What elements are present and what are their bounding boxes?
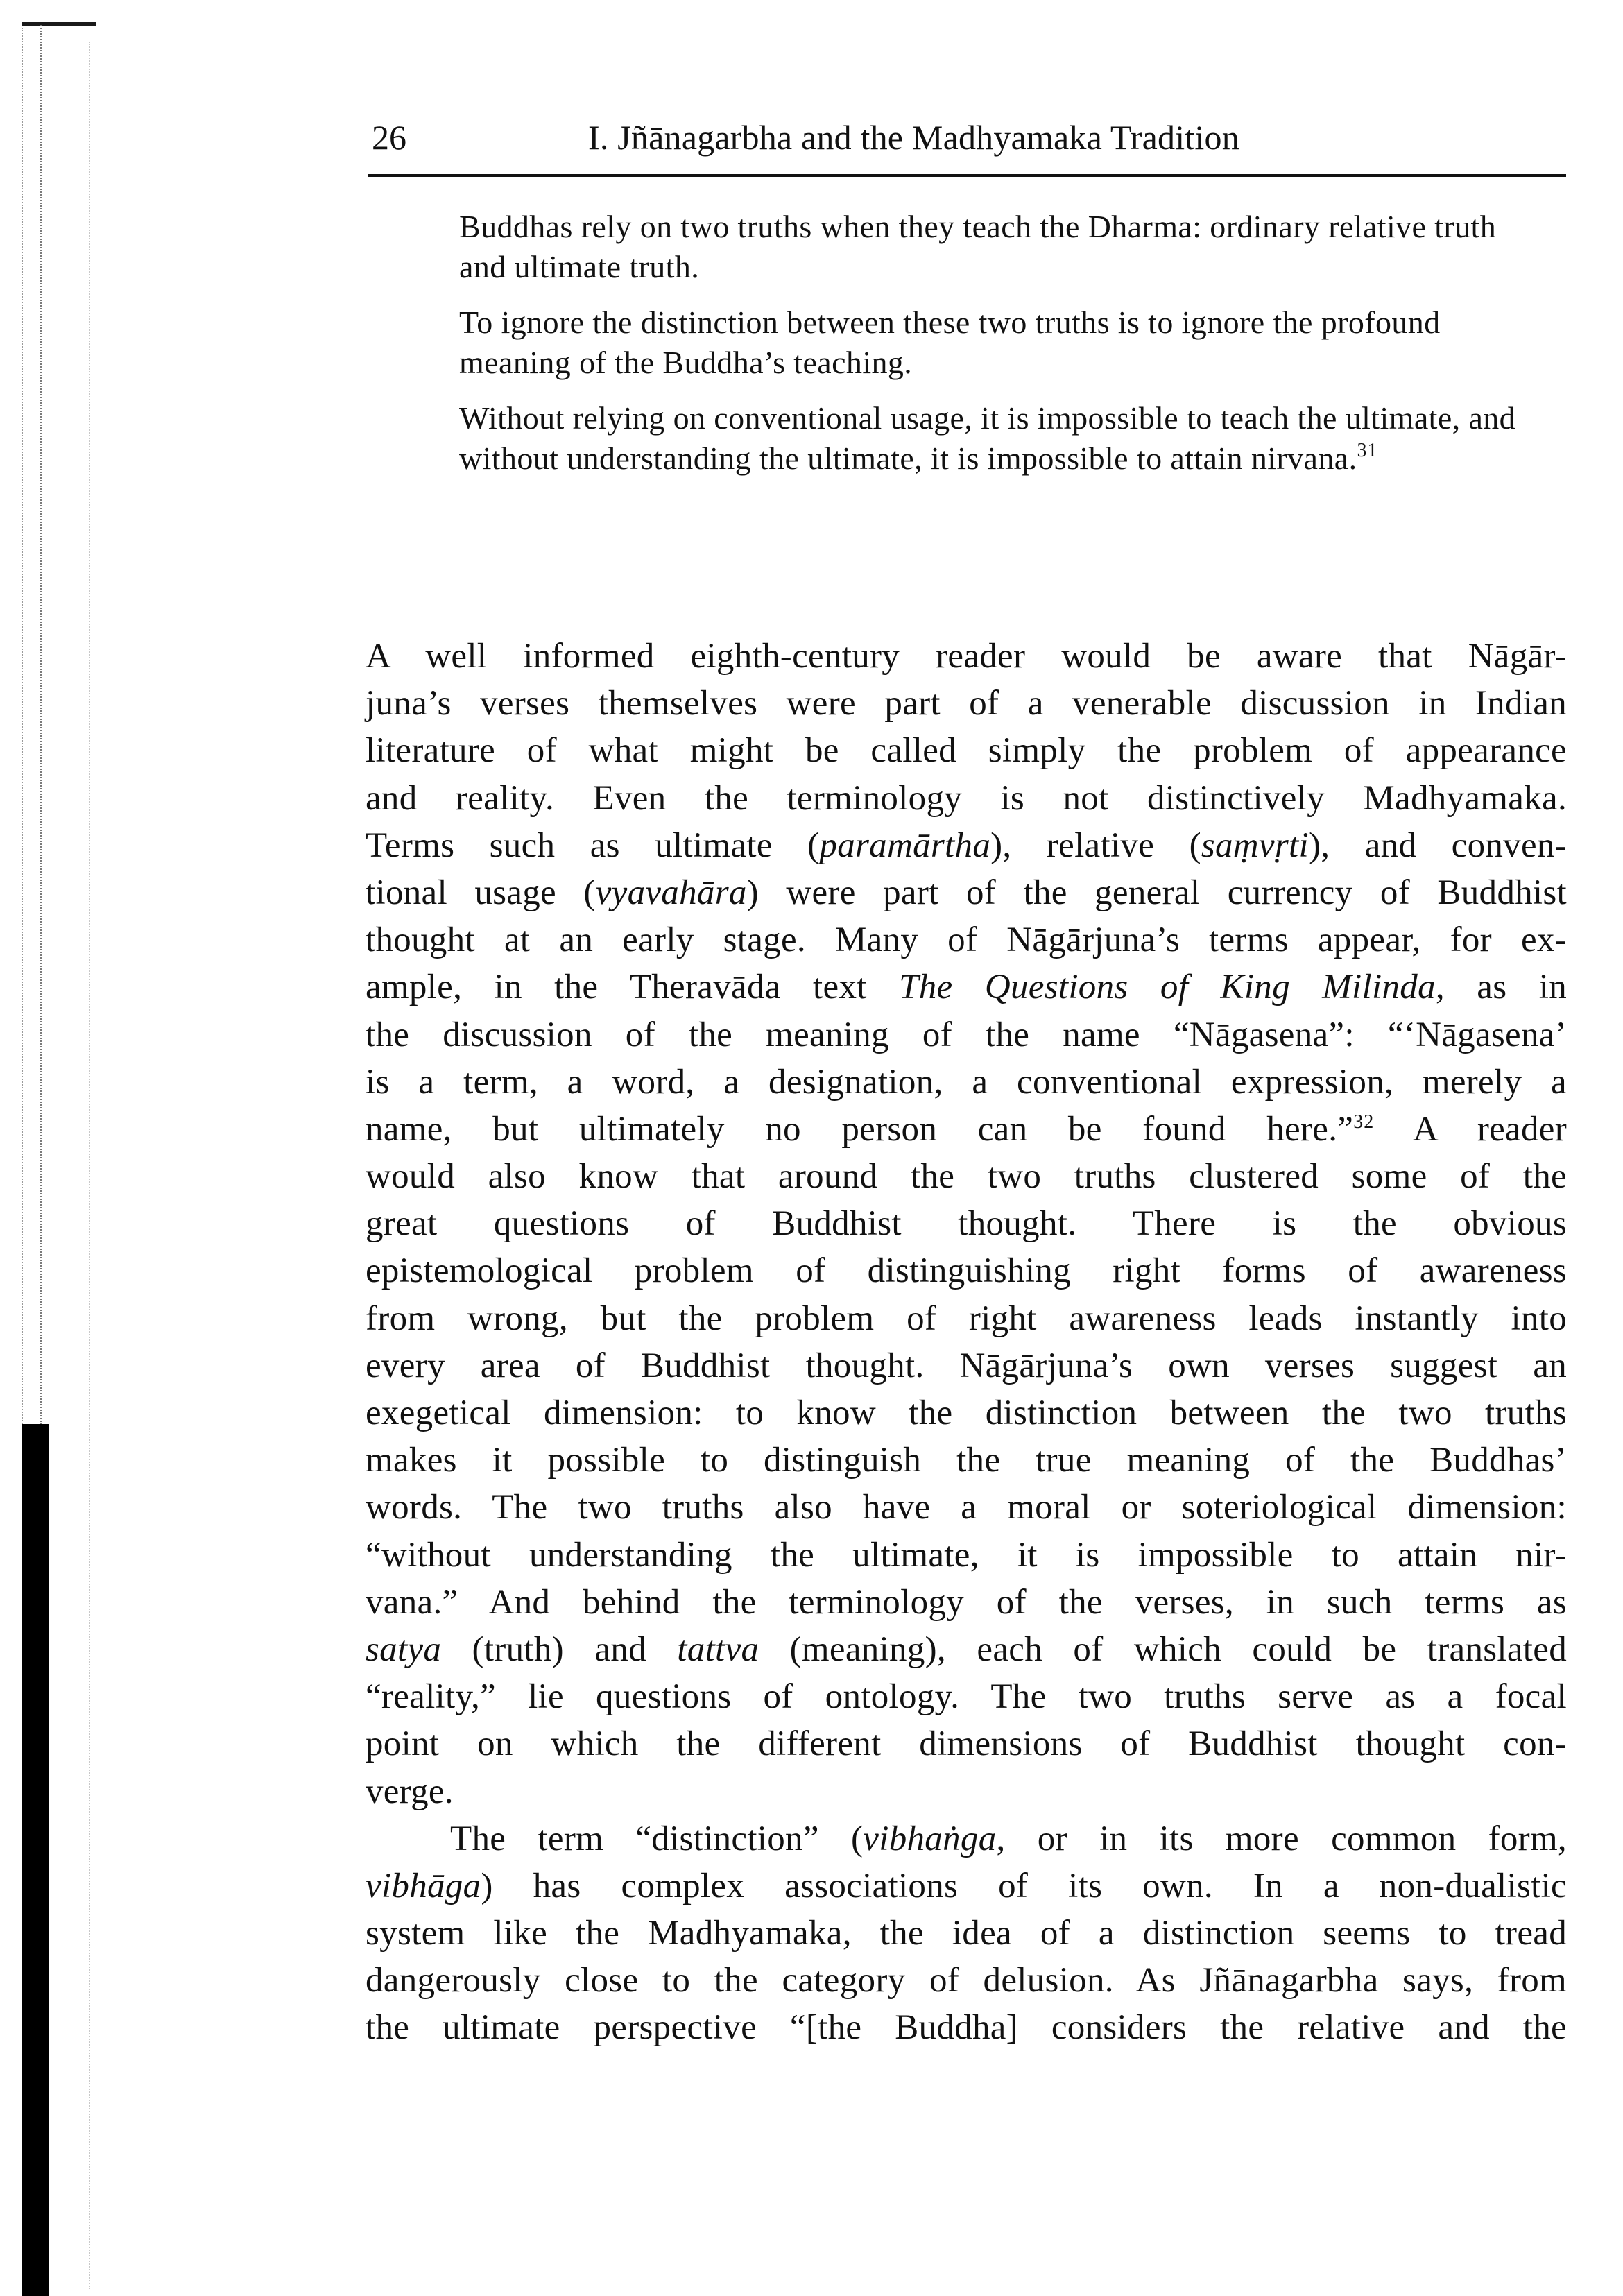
text-line: satya (truth) and tattva (meaning), each of which could be translated	[366, 1629, 1568, 1669]
italic-term: saṃvṛti	[1201, 825, 1309, 865]
text-line: the discussion of the meaning of the name “Nāgasena”: “‘Nāgasena’	[366, 1015, 1567, 1054]
text-line: makes it possible to distinguish the true meaning of the Buddhas’	[366, 1441, 1567, 1480]
binding-shadow-bar	[22, 1424, 49, 2296]
italic-term: vyavahāra	[595, 873, 747, 912]
text-line: verge.	[366, 1772, 454, 1811]
text-line: is a term, a word, a designation, a conventional expression, merely a	[366, 1062, 1567, 1102]
text-line: “without understanding the ultimate, it is impossible to attain nir-	[366, 1535, 1567, 1575]
text-line: tional usage (vyavahāra) were part of the general currency of Buddhist	[366, 873, 1568, 912]
text-line: point on which the different dimensions of Buddhist thought con-	[366, 1724, 1567, 1764]
text-line: literature of what might be called simply the problem of appearance	[366, 731, 1567, 771]
running-title: I. Jñānagarbha and the Madhyamaka Tradition	[588, 118, 1239, 157]
running-header	[368, 111, 1566, 166]
text-line: system like the Madhyamaka, the idea of a distinction seems to tread	[366, 1914, 1567, 1953]
footnote-marker[interactable]: 31	[1357, 440, 1378, 461]
text-line: Terms such as ultimate (paramārtha), relative (saṃvṛti), and conven-	[366, 825, 1568, 865]
italic-term: vibhaṅga	[863, 1819, 997, 1858]
text-line: “reality,” lie questions of ontology. The two truths serve as a focal	[366, 1677, 1567, 1717]
scan-edge-top-artifact	[22, 22, 96, 26]
header-rule	[368, 174, 1566, 177]
text-line: juna’s verses themselves were part of a venerable discussion in Indian	[366, 684, 1567, 723]
text-line: and reality. Even the terminology is not distinctively Madhyamaka.	[366, 778, 1567, 818]
text-line: would also know that around the two truths clustered some of the	[366, 1157, 1567, 1197]
paragraph-1	[366, 633, 1567, 1815]
page-number: 26	[372, 118, 406, 157]
text-line: the ultimate perspective “[the Buddha] considers the relative and the	[366, 2008, 1567, 2048]
quote-text: Buddhas rely on two truths when they teach the Dharma: ordinary relative truth and ultimate truth.	[459, 209, 1497, 284]
text-line: vibhāga) has complex associations of its own. In a non-dualistic	[366, 1866, 1567, 1905]
quote-text: To ignore the distinction between these two truths is to ignore the profound meaning of the Buddha’s teaching.	[459, 305, 1441, 380]
quote-text: Without relying on conventional usage, it is impossible to teach the ultimate, and without understanding the ultimate, it is impossible to attain nirvana.	[459, 400, 1516, 476]
text-line: dangerously close to the category of delusion. As Jñānagarbha says, from	[366, 1961, 1567, 2001]
paragraph-2	[366, 1815, 1567, 2052]
italic-term: satya	[366, 1629, 442, 1669]
text-line: from wrong, but the problem of right awareness leads instantly into	[366, 1299, 1567, 1338]
scan-edge-faint-line	[89, 42, 91, 2289]
text-line: epistemological problem of distinguishing right forms of awareness	[366, 1251, 1567, 1291]
block-quote	[459, 207, 1541, 494]
text-line: words. The two truths also have a moral or soteriological dimension:	[366, 1488, 1567, 1527]
text-line: name, but ultimately no person can be found here.”$^{32}$ A reader	[366, 1109, 1567, 1149]
quote-paragraph	[459, 398, 1541, 479]
italic-term: tattva	[677, 1629, 759, 1669]
text-line: vana.” And behind the terminology of the verses, in such terms as	[366, 1582, 1567, 1622]
text-line: A well informed eighth-century reader would be aware that Nāgār-	[366, 637, 1567, 676]
scan-edge-speckle	[22, 28, 28, 1424]
text-line: ample, in the Theravāda text The Questions of King Milinda, as in	[366, 968, 1567, 1007]
body-text	[366, 633, 1567, 2052]
text-line: thought at an early stage. Many of Nāgārjuna’s terms appear, for ex-	[366, 920, 1567, 960]
italic-term: vibhāga	[366, 1866, 481, 1905]
italic-term: paramārtha	[819, 825, 991, 865]
footnote-marker[interactable]: 32	[1353, 1111, 1375, 1133]
text-line: exegetical dimension: to know the distinction between the two truths	[366, 1394, 1567, 1432]
quote-paragraph	[459, 302, 1541, 383]
text-line: great questions of Buddhist thought. There is the obvious	[366, 1204, 1567, 1244]
quote-paragraph	[459, 207, 1541, 287]
italic-term: The Questions of King Milinda	[899, 968, 1436, 1007]
text-line: every area of Buddhist thought. Nāgārjuna’s own verses suggest an	[366, 1346, 1567, 1385]
text-line: The term “distinction” (vibhaṅga, or in its more common form,	[450, 1819, 1567, 1858]
